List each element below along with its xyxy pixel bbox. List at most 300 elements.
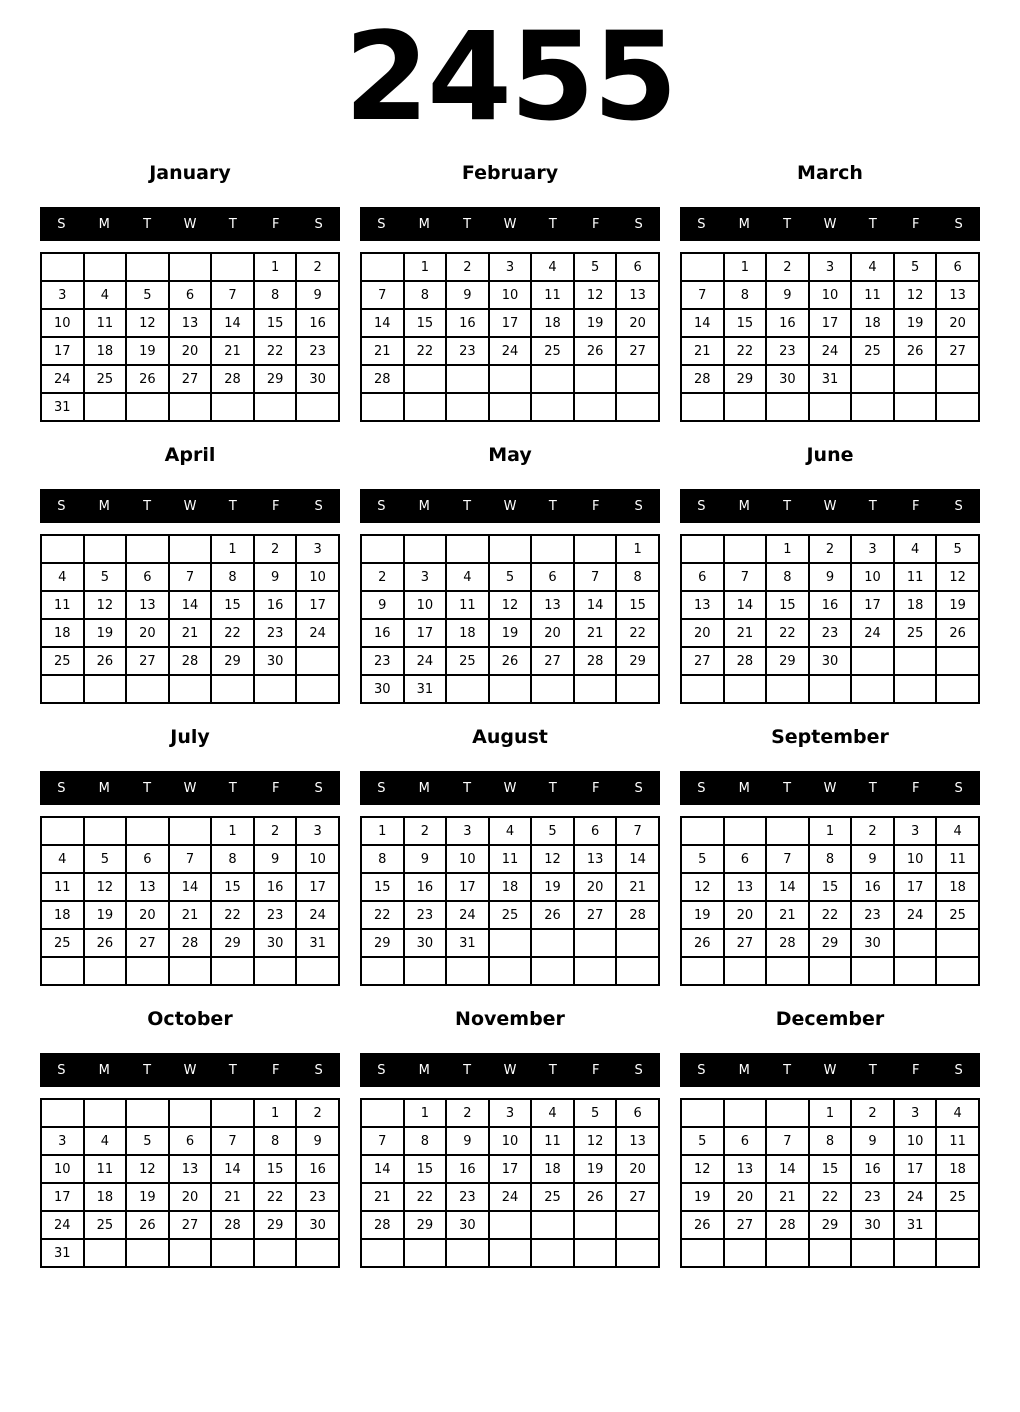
date-cell: 21 [616,873,659,901]
date-cell [766,957,809,985]
date-grid [40,816,340,986]
date-cell: 13 [169,309,212,337]
date-cell: 10 [489,1127,532,1155]
date-cell: 5 [84,563,127,591]
date-cell: 20 [169,337,212,365]
date-cell [361,1239,404,1267]
day-of-week-header [360,1053,660,1087]
dow-label: W [823,1062,837,1078]
date-grid [40,1098,340,1268]
dow-label: T [783,498,792,514]
date-cell: 18 [446,619,489,647]
date-cell: 17 [296,873,339,901]
date-cell: 8 [404,281,447,309]
date-cell [126,675,169,703]
dow-label: T [548,216,557,232]
date-cell [254,957,297,985]
date-cell: 25 [489,901,532,929]
week-row [41,1127,339,1155]
date-cell: 4 [41,563,84,591]
date-cell: 15 [616,591,659,619]
date-cell: 12 [574,1127,617,1155]
date-cell [296,393,339,421]
date-cell [574,393,617,421]
date-cell: 7 [169,563,212,591]
date-cell: 3 [851,535,894,563]
week-row [41,675,339,703]
date-cell: 19 [126,1183,169,1211]
week-row [361,901,659,929]
date-cell [126,1239,169,1267]
date-cell: 24 [809,337,852,365]
week-row [41,365,339,393]
date-cell: 27 [616,337,659,365]
week-row [41,281,339,309]
date-cell [766,1239,809,1267]
date-cell [616,929,659,957]
date-cell: 17 [41,1183,84,1211]
dow-label: T [228,498,237,514]
week-row [41,563,339,591]
date-cell [936,393,979,421]
week-row [361,817,659,845]
date-cell: 12 [84,591,127,619]
date-cell: 18 [489,873,532,901]
week-row [681,929,979,957]
date-cell: 24 [296,619,339,647]
date-cell [681,1239,724,1267]
dow-label: S [954,780,963,796]
week-row [361,535,659,563]
date-cell: 12 [126,1155,169,1183]
date-cell: 18 [531,1155,574,1183]
week-row [41,957,339,985]
date-cell [936,647,979,675]
dow-label: T [228,780,237,796]
date-cell: 9 [851,845,894,873]
date-cell: 14 [681,309,724,337]
date-cell [681,535,724,563]
week-row [681,337,979,365]
day-of-week-header [360,207,660,241]
dow-label: T [868,780,877,796]
date-cell: 9 [851,1127,894,1155]
date-cell: 18 [894,591,937,619]
date-cell: 8 [211,563,254,591]
date-cell [766,1099,809,1127]
date-cell: 27 [531,647,574,675]
date-cell: 26 [531,901,574,929]
day-of-week-header [360,771,660,805]
dow-label: S [57,498,66,514]
date-cell: 31 [809,365,852,393]
date-cell: 30 [296,365,339,393]
date-cell: 14 [766,1155,809,1183]
date-cell: 6 [724,1127,767,1155]
date-cell [169,393,212,421]
dow-label: F [591,780,600,796]
date-grid [680,252,980,422]
date-cell [404,393,447,421]
date-cell: 27 [616,1183,659,1211]
date-cell [41,817,84,845]
date-cell: 23 [851,1183,894,1211]
week-row [681,817,979,845]
date-cell: 20 [126,619,169,647]
date-cell: 11 [489,845,532,873]
date-cell: 16 [404,873,447,901]
date-cell: 16 [766,309,809,337]
date-cell: 5 [489,563,532,591]
week-row [41,845,339,873]
date-cell: 26 [126,365,169,393]
date-cell: 24 [446,901,489,929]
date-cell: 29 [724,365,767,393]
date-cell: 17 [404,619,447,647]
date-cell: 7 [361,281,404,309]
date-cell: 19 [681,1183,724,1211]
date-cell: 28 [574,647,617,675]
date-cell: 22 [404,337,447,365]
date-cell: 14 [169,591,212,619]
week-row [41,1155,339,1183]
date-cell: 12 [681,1155,724,1183]
month-calendar [360,140,660,422]
date-cell [809,393,852,421]
day-of-week-header [680,1053,980,1087]
date-cell [531,365,574,393]
date-cell: 15 [404,1155,447,1183]
date-cell [84,1099,127,1127]
week-row [41,619,339,647]
date-cell: 8 [809,1127,852,1155]
dow-label: F [911,498,920,514]
date-cell: 28 [681,365,724,393]
dow-label: T [463,1062,472,1078]
date-cell: 2 [296,1099,339,1127]
date-cell: 7 [766,1127,809,1155]
dow-label: T [143,1062,152,1078]
date-cell [936,675,979,703]
date-cell: 9 [296,281,339,309]
date-cell [84,817,127,845]
date-cell: 6 [169,281,212,309]
week-row [681,393,979,421]
date-cell: 14 [574,591,617,619]
date-cell: 20 [574,873,617,901]
dow-label: S [314,216,323,232]
date-cell: 3 [41,1127,84,1155]
dow-label: S [954,1062,963,1078]
date-cell: 12 [936,563,979,591]
date-cell [616,1239,659,1267]
date-cell: 20 [681,619,724,647]
date-cell: 29 [809,1211,852,1239]
dow-label: F [271,498,280,514]
date-cell: 2 [446,253,489,281]
date-cell: 24 [41,1211,84,1239]
date-cell: 4 [936,1099,979,1127]
date-cell: 7 [361,1127,404,1155]
dow-label: S [634,216,643,232]
month-title: May [488,444,532,466]
date-cell: 8 [254,281,297,309]
week-row [41,1211,339,1239]
dow-label: T [143,216,152,232]
date-cell: 21 [681,337,724,365]
date-cell: 11 [41,591,84,619]
dow-label: M [98,780,110,796]
date-cell [404,1239,447,1267]
date-cell: 23 [809,619,852,647]
date-cell: 18 [41,901,84,929]
date-cell [894,675,937,703]
date-cell: 17 [489,1155,532,1183]
date-cell: 29 [211,929,254,957]
dow-label: W [183,216,197,232]
month-title: August [472,726,548,748]
date-cell: 5 [531,817,574,845]
date-cell: 2 [361,563,404,591]
date-cell [531,675,574,703]
date-cell: 27 [126,929,169,957]
dow-label: M [738,498,750,514]
date-cell: 26 [84,929,127,957]
date-cell [361,957,404,985]
date-cell: 11 [531,281,574,309]
date-cell: 6 [531,563,574,591]
month-calendar [360,986,660,1268]
date-cell: 7 [169,845,212,873]
week-row [681,281,979,309]
date-cell: 23 [446,337,489,365]
date-cell: 3 [41,281,84,309]
date-cell: 15 [211,591,254,619]
date-grid [360,1098,660,1268]
date-cell [126,957,169,985]
date-cell: 15 [809,873,852,901]
date-cell: 9 [446,281,489,309]
date-cell [616,675,659,703]
date-cell: 1 [254,253,297,281]
date-cell: 12 [84,873,127,901]
date-cell: 16 [446,309,489,337]
dow-label: S [314,498,323,514]
week-row [41,591,339,619]
date-cell [531,929,574,957]
date-cell: 5 [574,253,617,281]
date-cell: 15 [809,1155,852,1183]
date-cell [809,957,852,985]
dow-label: S [377,780,386,796]
date-cell: 11 [894,563,937,591]
date-cell: 17 [851,591,894,619]
date-cell: 30 [446,1211,489,1239]
date-cell [254,675,297,703]
date-cell [126,393,169,421]
date-cell: 8 [254,1127,297,1155]
date-cell: 18 [84,1183,127,1211]
date-cell: 5 [126,281,169,309]
date-cell [894,393,937,421]
date-cell: 20 [616,1155,659,1183]
week-row [361,309,659,337]
date-cell: 16 [851,1155,894,1183]
date-cell [724,535,767,563]
date-cell [616,957,659,985]
date-cell: 11 [531,1127,574,1155]
day-of-week-header [360,489,660,523]
date-cell: 12 [894,281,937,309]
date-cell: 2 [254,817,297,845]
date-cell: 11 [851,281,894,309]
week-row [681,873,979,901]
date-cell: 25 [531,337,574,365]
week-row [681,675,979,703]
date-cell: 4 [489,817,532,845]
dow-label: T [228,1062,237,1078]
date-cell: 29 [766,647,809,675]
date-cell: 30 [851,1211,894,1239]
date-cell: 25 [851,337,894,365]
week-row [361,1183,659,1211]
date-cell: 4 [531,253,574,281]
date-cell [404,957,447,985]
date-cell: 18 [936,1155,979,1183]
date-cell: 29 [361,929,404,957]
date-cell [724,1099,767,1127]
date-cell: 28 [361,365,404,393]
date-cell: 22 [809,1183,852,1211]
date-cell: 1 [404,1099,447,1127]
date-cell: 5 [681,845,724,873]
dow-label: M [418,780,430,796]
date-cell [84,675,127,703]
dow-label: T [548,498,557,514]
date-cell: 29 [254,365,297,393]
date-cell: 10 [296,563,339,591]
date-cell: 8 [404,1127,447,1155]
dow-label: M [418,498,430,514]
date-cell [724,957,767,985]
date-cell [936,1211,979,1239]
date-cell: 13 [169,1155,212,1183]
date-cell: 10 [809,281,852,309]
date-cell: 27 [169,365,212,393]
date-cell [489,929,532,957]
month-calendar [680,140,980,422]
date-cell [681,253,724,281]
date-cell: 22 [254,337,297,365]
dow-label: T [463,216,472,232]
date-cell: 10 [404,591,447,619]
date-grid [360,816,660,986]
date-cell: 23 [851,901,894,929]
date-cell: 22 [809,901,852,929]
dow-label: S [57,780,66,796]
date-cell [489,365,532,393]
dow-label: F [271,1062,280,1078]
date-cell [169,253,212,281]
date-cell [211,253,254,281]
date-cell: 19 [126,337,169,365]
date-cell: 4 [41,845,84,873]
date-cell [41,1099,84,1127]
dow-label: S [634,498,643,514]
date-cell: 27 [169,1211,212,1239]
date-cell: 9 [361,591,404,619]
date-cell: 16 [296,309,339,337]
dow-label: S [697,498,706,514]
date-cell: 12 [489,591,532,619]
dow-label: M [738,216,750,232]
dow-label: F [591,216,600,232]
dow-label: S [314,1062,323,1078]
date-cell: 28 [211,365,254,393]
date-cell: 29 [254,1211,297,1239]
date-cell: 22 [766,619,809,647]
date-cell: 28 [169,647,212,675]
week-row [361,591,659,619]
date-cell [531,1239,574,1267]
week-row [361,675,659,703]
week-row [361,337,659,365]
date-cell: 9 [766,281,809,309]
date-cell: 19 [681,901,724,929]
week-row [41,253,339,281]
date-cell [574,929,617,957]
date-cell: 31 [41,393,84,421]
date-cell: 13 [724,873,767,901]
date-cell [531,393,574,421]
date-cell [296,1239,339,1267]
date-cell: 6 [936,253,979,281]
date-cell [489,1211,532,1239]
date-cell: 26 [126,1211,169,1239]
date-grid [40,534,340,704]
month-calendar [680,704,980,986]
week-row [681,1183,979,1211]
date-cell: 11 [41,873,84,901]
date-cell: 11 [936,845,979,873]
date-cell: 8 [616,563,659,591]
date-cell: 19 [574,1155,617,1183]
date-cell: 31 [894,1211,937,1239]
date-cell [169,535,212,563]
date-cell: 18 [851,309,894,337]
day-of-week-header [40,207,340,241]
date-cell: 9 [254,563,297,591]
date-cell: 25 [84,365,127,393]
date-cell [766,817,809,845]
week-row [681,957,979,985]
date-cell [681,817,724,845]
dow-label: T [868,498,877,514]
date-cell: 20 [531,619,574,647]
date-cell: 23 [404,901,447,929]
month-calendar [360,422,660,704]
date-cell: 3 [894,1099,937,1127]
date-cell: 11 [936,1127,979,1155]
date-cell: 14 [766,873,809,901]
date-cell: 1 [404,253,447,281]
dow-label: W [823,216,837,232]
date-cell: 13 [936,281,979,309]
month-calendar [40,140,340,422]
week-row [681,253,979,281]
date-cell: 16 [361,619,404,647]
date-cell: 16 [809,591,852,619]
